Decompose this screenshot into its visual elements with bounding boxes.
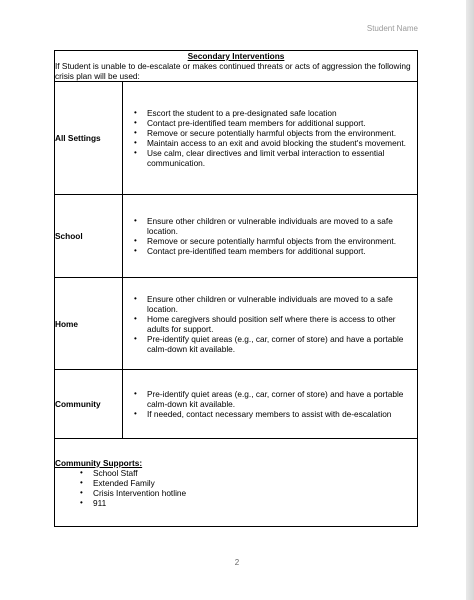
table-intro: If Student is unable to de-escalate or makes continued threats or acts of aggression the following crisis plan will be used:	[55, 61, 411, 81]
setting-label: Community	[55, 370, 123, 439]
list-item: • Remove or secure potentially harmful objects from the environment.	[147, 236, 417, 246]
intervention-list	[123, 216, 417, 256]
setting-content	[123, 278, 418, 370]
list-item: • Extended Family	[93, 478, 417, 488]
list-item: • Remove or secure potentially harmful objects from the environment.	[147, 128, 417, 138]
setting-label: School	[55, 195, 123, 278]
list-item: • Use calm, clear directives and limit verbal interaction to essential communication.	[147, 148, 417, 168]
intervention-list	[123, 389, 417, 419]
viewer-page-edge	[466, 0, 474, 600]
community-supports-list	[55, 468, 417, 508]
community-supports-title: Community Supports:	[55, 457, 143, 468]
list-item: • Contact pre-identified team members for additional support.	[147, 246, 417, 256]
list-item: • Ensure other children or vulnerable individuals are moved to a safe location.	[147, 294, 417, 314]
setting-label: All Settings	[55, 82, 123, 195]
title-cell	[55, 51, 418, 82]
intervention-list	[123, 294, 417, 354]
table-title: Secondary Interventions	[187, 51, 285, 61]
list-item: • Crisis Intervention hotline	[93, 488, 417, 498]
community-supports-cell	[55, 439, 418, 527]
list-item: • Ensure other children or vulnerable individuals are moved to a safe location.	[147, 216, 417, 236]
header-student-name: Student Name	[366, 24, 418, 33]
list-item: • Contact pre-identified team members for additional support.	[147, 118, 417, 128]
crisis-plan-table	[54, 50, 418, 527]
table-row-community	[55, 370, 418, 439]
setting-content	[123, 82, 418, 195]
page-number: 2	[234, 558, 240, 567]
list-item: • If needed, contact necessary members to assist with de-escalation	[147, 409, 417, 419]
list-item: • 911	[93, 498, 417, 508]
setting-label: Home	[55, 278, 123, 370]
setting-content	[123, 195, 418, 278]
list-item: • School Staff	[93, 468, 417, 478]
list-item: • Home caregivers should position self where there is access to other adults for support.	[147, 314, 417, 334]
list-item: • Pre-identify quiet areas (e.g., car, corner of store) and have a portable calm-down kit available.	[147, 334, 417, 354]
table-row-home	[55, 278, 418, 370]
list-item: • Escort the student to a pre-designated safe location	[147, 108, 417, 118]
list-item: • Pre-identify quiet areas (e.g., car, corner of store) and have a portable calm-down kit available.	[147, 389, 417, 409]
intervention-list	[123, 108, 417, 168]
table-row-school	[55, 195, 418, 278]
setting-content	[123, 370, 418, 439]
title-row	[55, 51, 418, 82]
table-row-all-settings	[55, 82, 418, 195]
list-item: • Maintain access to an exit and avoid blocking the student's movement.	[147, 138, 417, 148]
community-supports-row	[55, 439, 418, 527]
